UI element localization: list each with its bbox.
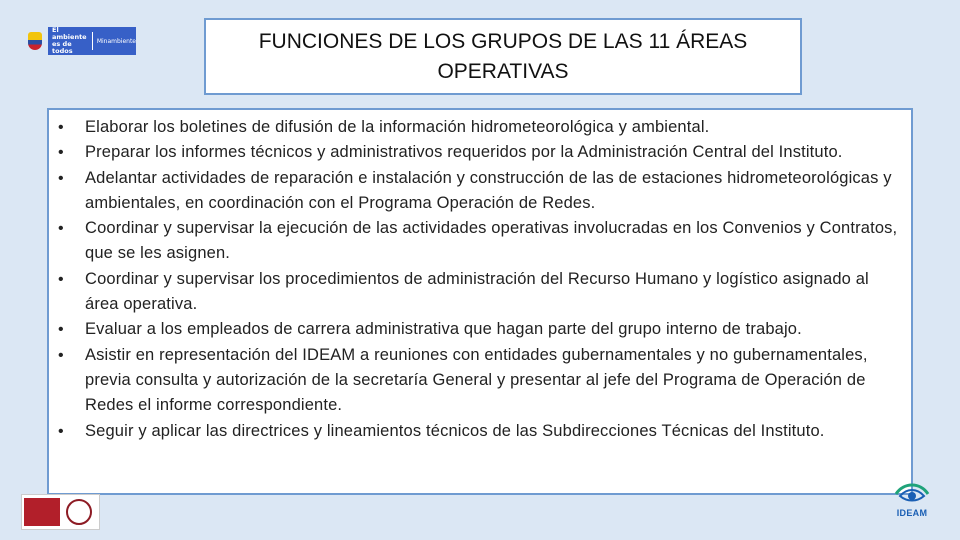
ideam-eye-icon <box>892 480 932 506</box>
functions-box <box>47 108 913 495</box>
ambiente-badge <box>48 27 136 55</box>
ideam-logo-text: IDEAM <box>896 508 928 518</box>
certification-logo <box>21 494 100 530</box>
list-item: • Preparar los informes técnicos y administrativos requeridos por la Administración Central del Instituto. <box>85 140 905 165</box>
functions-list <box>49 110 911 444</box>
list-item: • Coordinar y supervisar la ejecución de las actividades operativas involucradas en los Convenios y Contratos, que se les asignen. <box>85 216 905 267</box>
page-title: FUNCIONES DE LOS GRUPOS DE LAS 11 ÁREAS OPERATIVAS <box>258 29 748 83</box>
badge-divider <box>92 32 93 50</box>
list-item: • Elaborar los boletines de difusión de la información hidrometeorológica y ambiental. <box>85 115 905 140</box>
list-item: • Coordinar y supervisar los procedimientos de administración del Recurso Humano y logístico asignado al área operativa. <box>85 267 905 318</box>
list-item: • Seguir y aplicar las directrices y lineamientos técnicos de las Subdirecciones Técnicas del Instituto. <box>85 419 905 444</box>
gov-logo-text: El ambiente es de todos <box>52 26 87 55</box>
certification-seal-icon <box>66 499 92 525</box>
list-item: • Evaluar a los empleados de carrera administrativa que hagan parte del grupo interno de trabajo. <box>85 317 905 342</box>
colombia-shield-icon <box>28 32 42 50</box>
ideam-logo <box>888 480 936 526</box>
certification-banner <box>24 498 60 526</box>
ministry-text: Minambiente <box>96 37 136 45</box>
government-logo <box>28 26 140 56</box>
title-box <box>204 18 802 95</box>
list-item: • Asistir en representación del IDEAM a reuniones con entidades gubernamentales y no gubernamentales, previa consulta y autorización de la secretaría General y presentar al jefe del Programa de Operación de Redes el informe correspondiente. <box>85 343 905 419</box>
list-item: • Adelantar actividades de reparación e instalación y construcción de las de estaciones hidrometeorológicas y ambientales, en coordinación con el Programa Operación de Redes. <box>85 166 905 217</box>
